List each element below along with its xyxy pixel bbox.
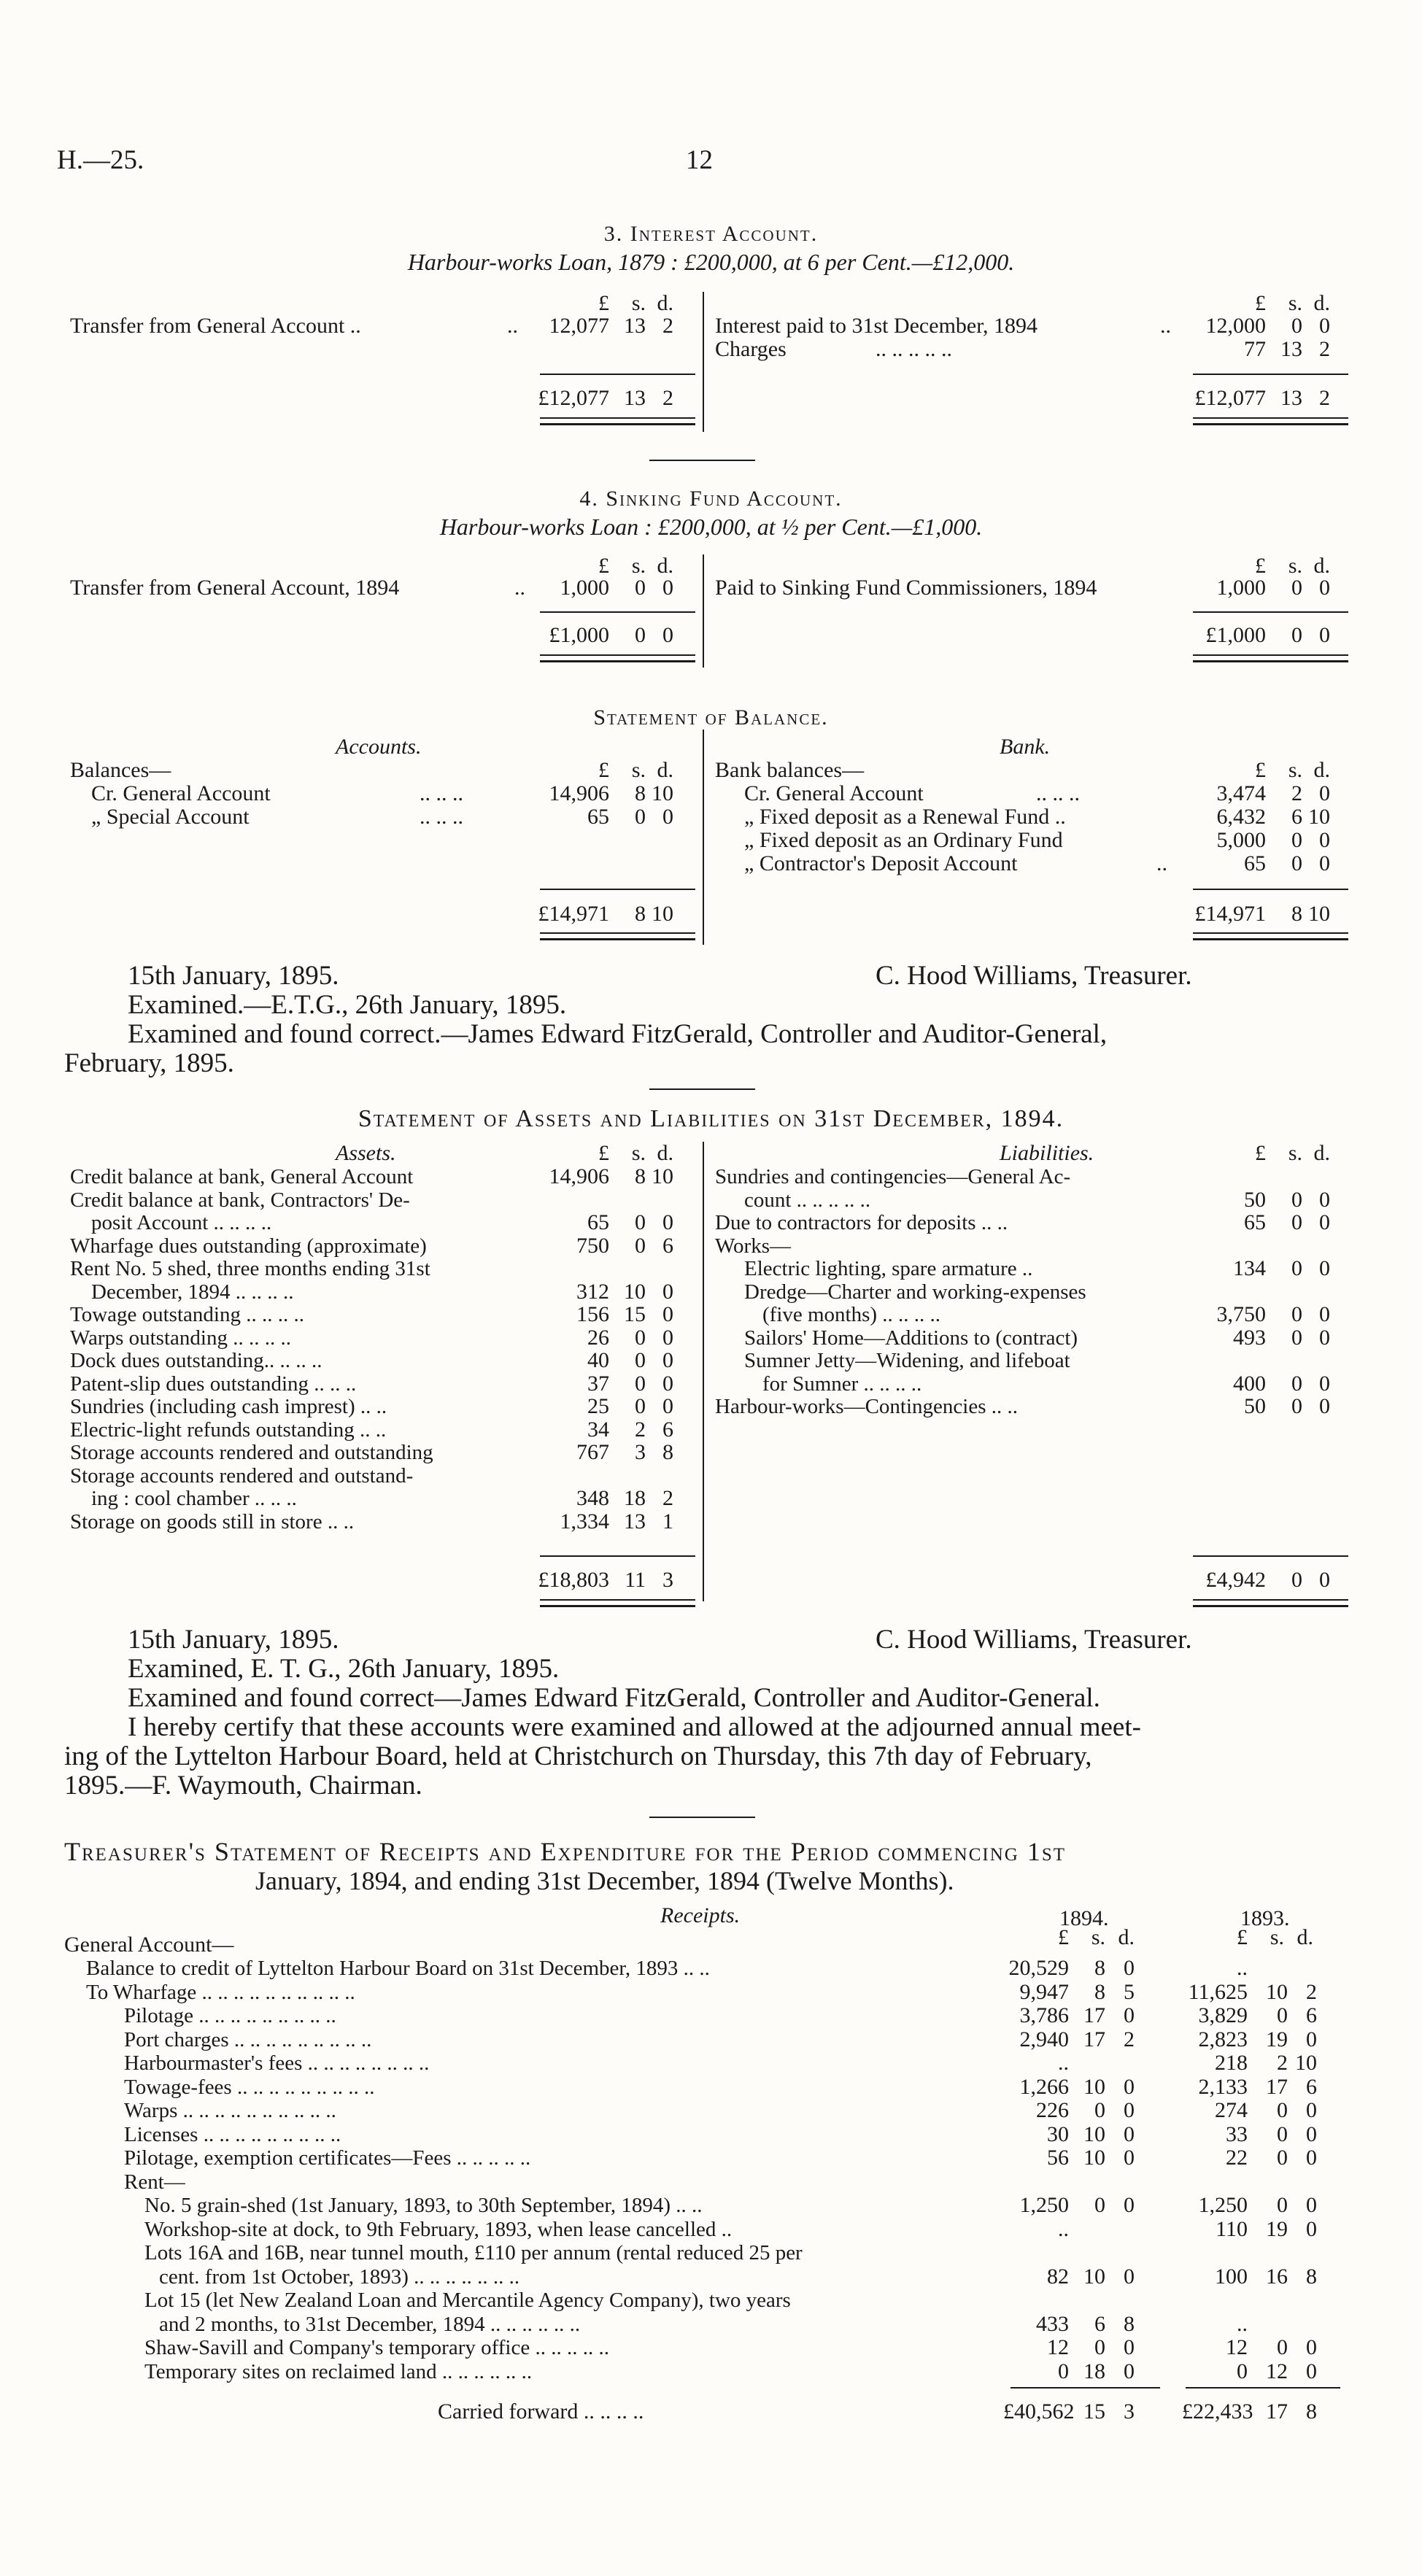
balance-currency-left: £ s. d. [598,758,673,782]
asset-amount: 750 0 6 [576,1233,673,1258]
interest-title: 3. Interest Account. [603,222,819,246]
asset-item: Credit balance at bank, Contractors' De- [70,1188,410,1212]
receipt-item: Shaw-Savill and Company's temporary office .. .. .. .. .. [144,2336,609,2359]
liab-total-rule [1193,1555,1348,1557]
balance-left-double-rule [540,932,695,940]
interest-divider [703,292,704,432]
receipt-item: Pilotage, exemption certificates—Fees .. .. .. .. .. [124,2146,531,2170]
sinking-currency-left: £ s. d. [598,554,673,578]
receipt-amount-1893: 3,829 0 6 [1198,2003,1317,2027]
receipt-item: Balance to credit of Lyttelton Harbour Board on 31st December, 1893 .. .. [86,1957,710,1980]
sinking-left-label: Transfer from General Account, 1894 [70,576,400,600]
receipts-title-1: Treasurer's Statement of Receipts and Expenditure for the Period commencing 1st [64,1837,1067,1866]
interest-right-dots-2: .. .. .. .. .. [876,337,952,361]
assets-total-rule [540,1555,695,1557]
sinking-left-dots: .. [514,576,525,600]
sinking-left-amount: 1,000 0 0 [560,576,673,600]
receipt-amount-1894: 433 6 8 [1036,2311,1135,2336]
balance-right-dots-1: .. .. .. [1036,781,1080,805]
asset-item: Wharfage dues outstanding (approximate) [70,1234,427,1258]
balance-right-total: £14,971 8 10 [1194,902,1330,926]
asset-amount: 312 10 0 [576,1279,673,1304]
receipt-amount-1893: .. [1237,1956,1248,1980]
sign1-audit-date: February, 1895. [64,1048,234,1078]
sinking-right-label: Paid to Sinking Fund Commissioners, 1894 [715,576,1097,600]
carried-rule-1894 [1011,2387,1160,2389]
balance-right-dots-4: .. [1156,851,1167,875]
interest-right-total: £12,077 13 2 [1194,386,1330,410]
interest-left-rule [540,374,695,375]
carried-1894-values: £40,562 15 3 [1003,2399,1135,2424]
balance-right-double-rule [1193,932,1348,940]
year-1893: 1893. [1240,1906,1290,1930]
receipt-item: Pilotage .. .. .. .. .. .. .. .. .. [124,2004,336,2027]
balance-right-label-4: „ Contractor's Deposit Account [744,851,1018,875]
receipt-amount-1893: 33 0 0 [1226,2121,1317,2146]
assets-head: Assets. [336,1141,396,1165]
assets-total: £18,803 11 3 [538,1568,673,1592]
sinking-subtitle: Harbour-works Loan : £200,000, at ½ per Cent.—£1,000. [439,514,983,540]
liability-item: for Sumner .. .. .. .. [762,1372,922,1396]
sinking-right-rule [1193,611,1348,613]
asset-item: Storage on goods still in store .. .. [70,1509,355,1533]
liability-item: (five months) .. .. .. .. [762,1303,941,1326]
asset-amount: 25 0 0 [587,1394,673,1418]
page-number: 12 [686,145,713,175]
assets-currency-right: £ s. d. [1255,1141,1330,1165]
carried-1893-values: £22,433 17 8 [1182,2399,1317,2424]
liability-item: Works— [715,1234,791,1258]
asset-item: December, 1894 .. .. .. .. [91,1280,294,1304]
receipt-item: Lots 16A and 16B, near tunnel mouth, £110 per annum (rental reduced 25 per [144,2241,803,2264]
sign2-audit: Examined and found correct—James Edward FitzGerald, Controller and Auditor-General. [128,1683,1100,1713]
asset-item: Storage accounts rendered and outstanding [70,1441,433,1464]
assets-currency-left: £ s. d. [598,1141,673,1165]
balance-left-group: Balances— [70,758,171,782]
asset-amount: 37 0 0 [587,1371,673,1396]
receipt-amount-1893: 100 16 8 [1215,2264,1317,2289]
assets-divider [703,1142,704,1601]
liab-total: £4,942 0 0 [1205,1568,1330,1592]
carried-forward-label: Carried forward .. .. .. .. [438,2399,644,2424]
assets-double-rule [540,1599,695,1607]
balance-left-label-1: Cr. General Account [91,781,271,805]
sign1-treasurer: C. Hood Williams, Treasurer. [876,961,1192,991]
section-separator-2 [649,1088,755,1090]
liability-item: Sailors' Home—Additions to (contract) [744,1326,1078,1350]
interest-left-double-rule [540,417,695,425]
section-separator-1 [649,460,755,461]
receipts-currency-1894: £ s. d. [1058,1925,1135,1949]
balance-divider [703,730,704,945]
balance-left-total: £14,971 8 10 [538,902,673,926]
sinking-right-amount: 1,000 0 0 [1216,576,1330,600]
sinking-left-rule [540,611,695,613]
certify-line-3: 1895.—F. Waymouth, Chairman. [64,1771,422,1801]
sign1-examined: Examined.—E.T.G., 26th January, 1895. [128,990,567,1020]
interest-left-dots: .. [507,314,518,338]
receipt-item: To Wharfage .. .. .. .. .. .. .. .. .. .. [86,1980,355,2004]
liability-amount: 3,750 0 0 [1216,1302,1330,1326]
balance-right-amount-4: 65 0 0 [1244,851,1330,875]
receipt-item: Temporary sites on reclaimed land .. .. .. .. .. .. [144,2359,533,2383]
asset-item: Credit balance at bank, General Account [70,1165,414,1188]
balance-right-group: Bank balances— [715,758,865,782]
liability-amount: 50 0 0 [1244,1394,1330,1418]
sign2-treasurer: C. Hood Williams, Treasurer. [876,1625,1192,1655]
balance-left-dots-2: .. .. .. [420,805,463,829]
year-1894: 1894. [1059,1906,1109,1930]
balance-right-amount-2: 6,432 6 10 [1216,805,1330,829]
receipt-item: No. 5 grain-shed (1st January, 1893, to 30th September, 1894) .. .. [144,2194,703,2217]
balance-right-label-3: „ Fixed deposit as an Ordinary Fund [744,828,1063,852]
asset-amount: 26 0 0 [587,1325,673,1350]
receipt-amount-1893: 218 2 10 [1215,2051,1317,2075]
receipt-amount-1893: 11,625 10 2 [1188,1979,1317,2004]
balance-left-label-2: „ Special Account [91,805,250,829]
liabilities-head: Liabilities. [1000,1141,1094,1165]
sign1-date: 15th January, 1895. [128,961,339,991]
asset-item: Dock dues outstanding.. .. .. .. [70,1349,322,1372]
sinking-title: 4. Sinking Fund Account. [579,487,843,511]
receipt-amount-1894: 226 0 0 [1036,2098,1135,2122]
asset-amount: 14,906 8 10 [549,1164,673,1188]
report-reference: H.—25. [57,145,144,175]
balance-currency-right: £ s. d. [1255,758,1330,782]
receipt-amount-1894: 1,250 0 0 [1019,2193,1135,2217]
balance-right-amount-1: 3,474 2 0 [1216,781,1330,805]
sinking-right-double-rule [1193,654,1348,662]
receipt-amount-1894: .. [1058,2051,1069,2075]
interest-left-total: £12,077 13 2 [538,386,673,410]
asset-amount: 65 0 0 [587,1210,673,1234]
balance-right-rule [1193,889,1348,890]
receipt-amount-1894: 3,786 17 0 [1019,2003,1135,2027]
asset-item: posit Account .. .. .. .. [91,1211,272,1234]
interest-currency-right: £ s. d. [1255,291,1330,315]
liability-amount: 50 0 0 [1244,1187,1330,1212]
liability-amount: 134 0 0 [1233,1256,1330,1280]
receipt-amount-1893: 22 0 0 [1226,2146,1317,2170]
receipt-item: Lot 15 (let New Zealand Loan and Mercantile Agency Company), two years [144,2289,791,2312]
liability-item: Due to contractors for deposits .. .. [715,1211,1008,1234]
asset-item: ing : cool chamber .. .. .. [91,1487,297,1510]
interest-right-double-rule [1193,417,1348,425]
interest-right-label-2: Charges [715,337,787,361]
receipt-amount-1893: 12 0 0 [1226,2335,1317,2359]
sinking-left-double-rule [540,654,695,662]
receipt-amount-1893: 274 0 0 [1215,2098,1317,2122]
balance-right-label-2: „ Fixed deposit as a Renewal Fund .. [744,805,1066,829]
asset-item: Towage outstanding .. .. .. .. [70,1303,304,1326]
receipt-item: Rent— [124,2170,185,2194]
asset-amount: 1,334 13 1 [560,1509,673,1533]
receipt-amount-1893: 0 12 0 [1237,2359,1317,2383]
liability-item: Sundries and contingencies—General Ac- [715,1165,1071,1188]
receipt-item: Licenses .. .. .. .. .. .. .. .. .. [124,2122,341,2146]
asset-item: Sundries (including cash imprest) .. .. [70,1395,387,1418]
section-separator-3 [649,1817,755,1818]
balance-title: Statement of Balance. [593,705,829,730]
receipt-item: and 2 months, to 31st December, 1894 .. .. .. .. .. .. [159,2312,581,2336]
receipt-amount-1894: 9,947 8 5 [1019,1979,1135,2004]
liability-item: count .. .. .. .. .. [744,1188,871,1212]
sinking-left-total: £1,000 0 0 [549,623,673,647]
receipt-amount-1894: 20,529 8 0 [1008,1956,1135,1980]
sign2-date: 15th January, 1895. [128,1625,339,1655]
receipt-item: Warps .. .. .. .. .. .. .. .. .. .. [124,2099,336,2122]
receipt-amount-1894: 2,940 17 2 [1019,2027,1135,2051]
receipts-title-2: January, 1894, and ending 31st December, 1894 (Twelve Months). [255,1866,954,1895]
sinking-divider [703,554,704,668]
receipt-amount-1894: 12 0 0 [1047,2335,1135,2359]
asset-item: Storage accounts rendered and outstand- [70,1463,414,1488]
receipt-amount-1893: 2,823 19 0 [1198,2027,1317,2051]
balance-right-amount-3: 5,000 0 0 [1216,828,1330,852]
asset-item: Patent-slip dues outstanding .. .. .. [70,1372,357,1396]
carried-rule-1893 [1186,2387,1340,2389]
interest-right-dots-1: .. [1160,314,1171,338]
receipt-amount-1893: 1,250 0 0 [1198,2193,1317,2217]
receipts-head: Receipts. [660,1903,741,1927]
receipt-amount-1894: 0 18 0 [1058,2359,1135,2383]
receipt-amount-1894: 30 10 0 [1047,2121,1135,2146]
sinking-currency-right: £ s. d. [1255,554,1330,578]
asset-item: Electric-light refunds outstanding .. .. [70,1417,387,1442]
receipt-item: Workshop-site at dock, to 9th February, 1893, when lease cancelled .. [144,2217,733,2241]
interest-right-amount-1: 12,000 0 0 [1205,314,1330,338]
certify-line-2: ing of the Lyttelton Harbour Board, held at Christchurch on Thursday, this 7th day of February, [64,1741,1092,1771]
receipt-amount-1894: .. [1058,2216,1069,2241]
receipt-item: cent. from 1st October, 1893) .. .. .. .. .. .. .. [159,2264,520,2289]
receipt-amount-1893: 2,133 17 6 [1198,2074,1317,2099]
interest-currency-left: £ s. d. [598,291,673,315]
receipt-amount-1894: 56 10 0 [1047,2146,1135,2170]
asset-item: Rent No. 5 shed, three months ending 31st [70,1257,430,1280]
liability-amount: 65 0 0 [1244,1210,1330,1234]
receipt-amount-1894: 1,266 10 0 [1019,2074,1135,2099]
liability-item: Harbour-works—Contingencies .. .. [715,1395,1019,1418]
balance-left-dots-1: .. .. .. [420,781,463,805]
interest-subtitle: Harbour-works Loan, 1879 : £200,000, at 6 per Cent.—£12,000. [407,249,1015,275]
receipt-item: Port charges .. .. .. .. .. .. .. .. .. [124,2027,372,2051]
liability-amount: 493 0 0 [1233,1325,1330,1350]
asset-amount: 40 0 0 [587,1348,673,1372]
liab-double-rule [1193,1599,1348,1607]
receipt-item: Towage-fees .. .. .. .. .. .. .. .. .. [124,2075,375,2099]
asset-amount: 156 15 0 [576,1302,673,1326]
balance-accounts-head: Accounts. [336,735,422,759]
receipt-amount-1893: 110 19 0 [1216,2216,1317,2241]
balance-left-amount-1: 14,906 8 10 [549,781,673,805]
interest-right-amount-2: 77 13 2 [1244,337,1330,361]
interest-right-label-1: Interest paid to 31st December, 1894 [715,314,1038,338]
liability-item: Dredge—Charter and working-expenses [744,1280,1086,1304]
liability-item: Electric lighting, spare armature .. [744,1257,1033,1280]
interest-right-rule [1193,374,1348,375]
certify-line-1: I hereby certify that these accounts were examined and allowed at the adjourned annual meet- [128,1712,1141,1742]
assets-title: Statement of Assets and Liabilities on 31st December, 1894. [358,1105,1064,1132]
receipt-item: Harbourmaster's fees .. .. .. .. .. .. .. .. [124,2051,430,2075]
sinking-right-total: £1,000 0 0 [1205,623,1330,647]
balance-bank-head: Bank. [1000,735,1051,759]
interest-left-label: Transfer from General Account .. [70,314,361,338]
receipt-amount-1894: 82 10 0 [1047,2264,1135,2289]
asset-amount: 348 18 2 [576,1486,673,1510]
receipts-currency-1893: £ s. d. [1237,1925,1313,1949]
receipts-group: General Account— [64,1933,234,1957]
balance-left-amount-2: 65 0 0 [587,805,673,829]
interest-left-amount: 12,077 13 2 [549,314,673,338]
receipt-amount-1893: .. [1237,2311,1248,2336]
liability-item: Sumner Jetty—Widening, and lifeboat [744,1349,1070,1372]
sign2-examined: Examined, E. T. G., 26th January, 1895. [128,1654,560,1684]
liability-amount: 400 0 0 [1233,1371,1330,1396]
balance-right-label-1: Cr. General Account [744,781,924,805]
asset-item: Warps outstanding .. .. .. .. [70,1326,291,1350]
asset-amount: 767 3 8 [576,1440,673,1464]
balance-left-rule [540,889,695,890]
sign1-audit: Examined and found correct.—James Edward FitzGerald, Controller and Auditor-General, [128,1019,1108,1049]
asset-amount: 34 2 6 [587,1417,673,1442]
